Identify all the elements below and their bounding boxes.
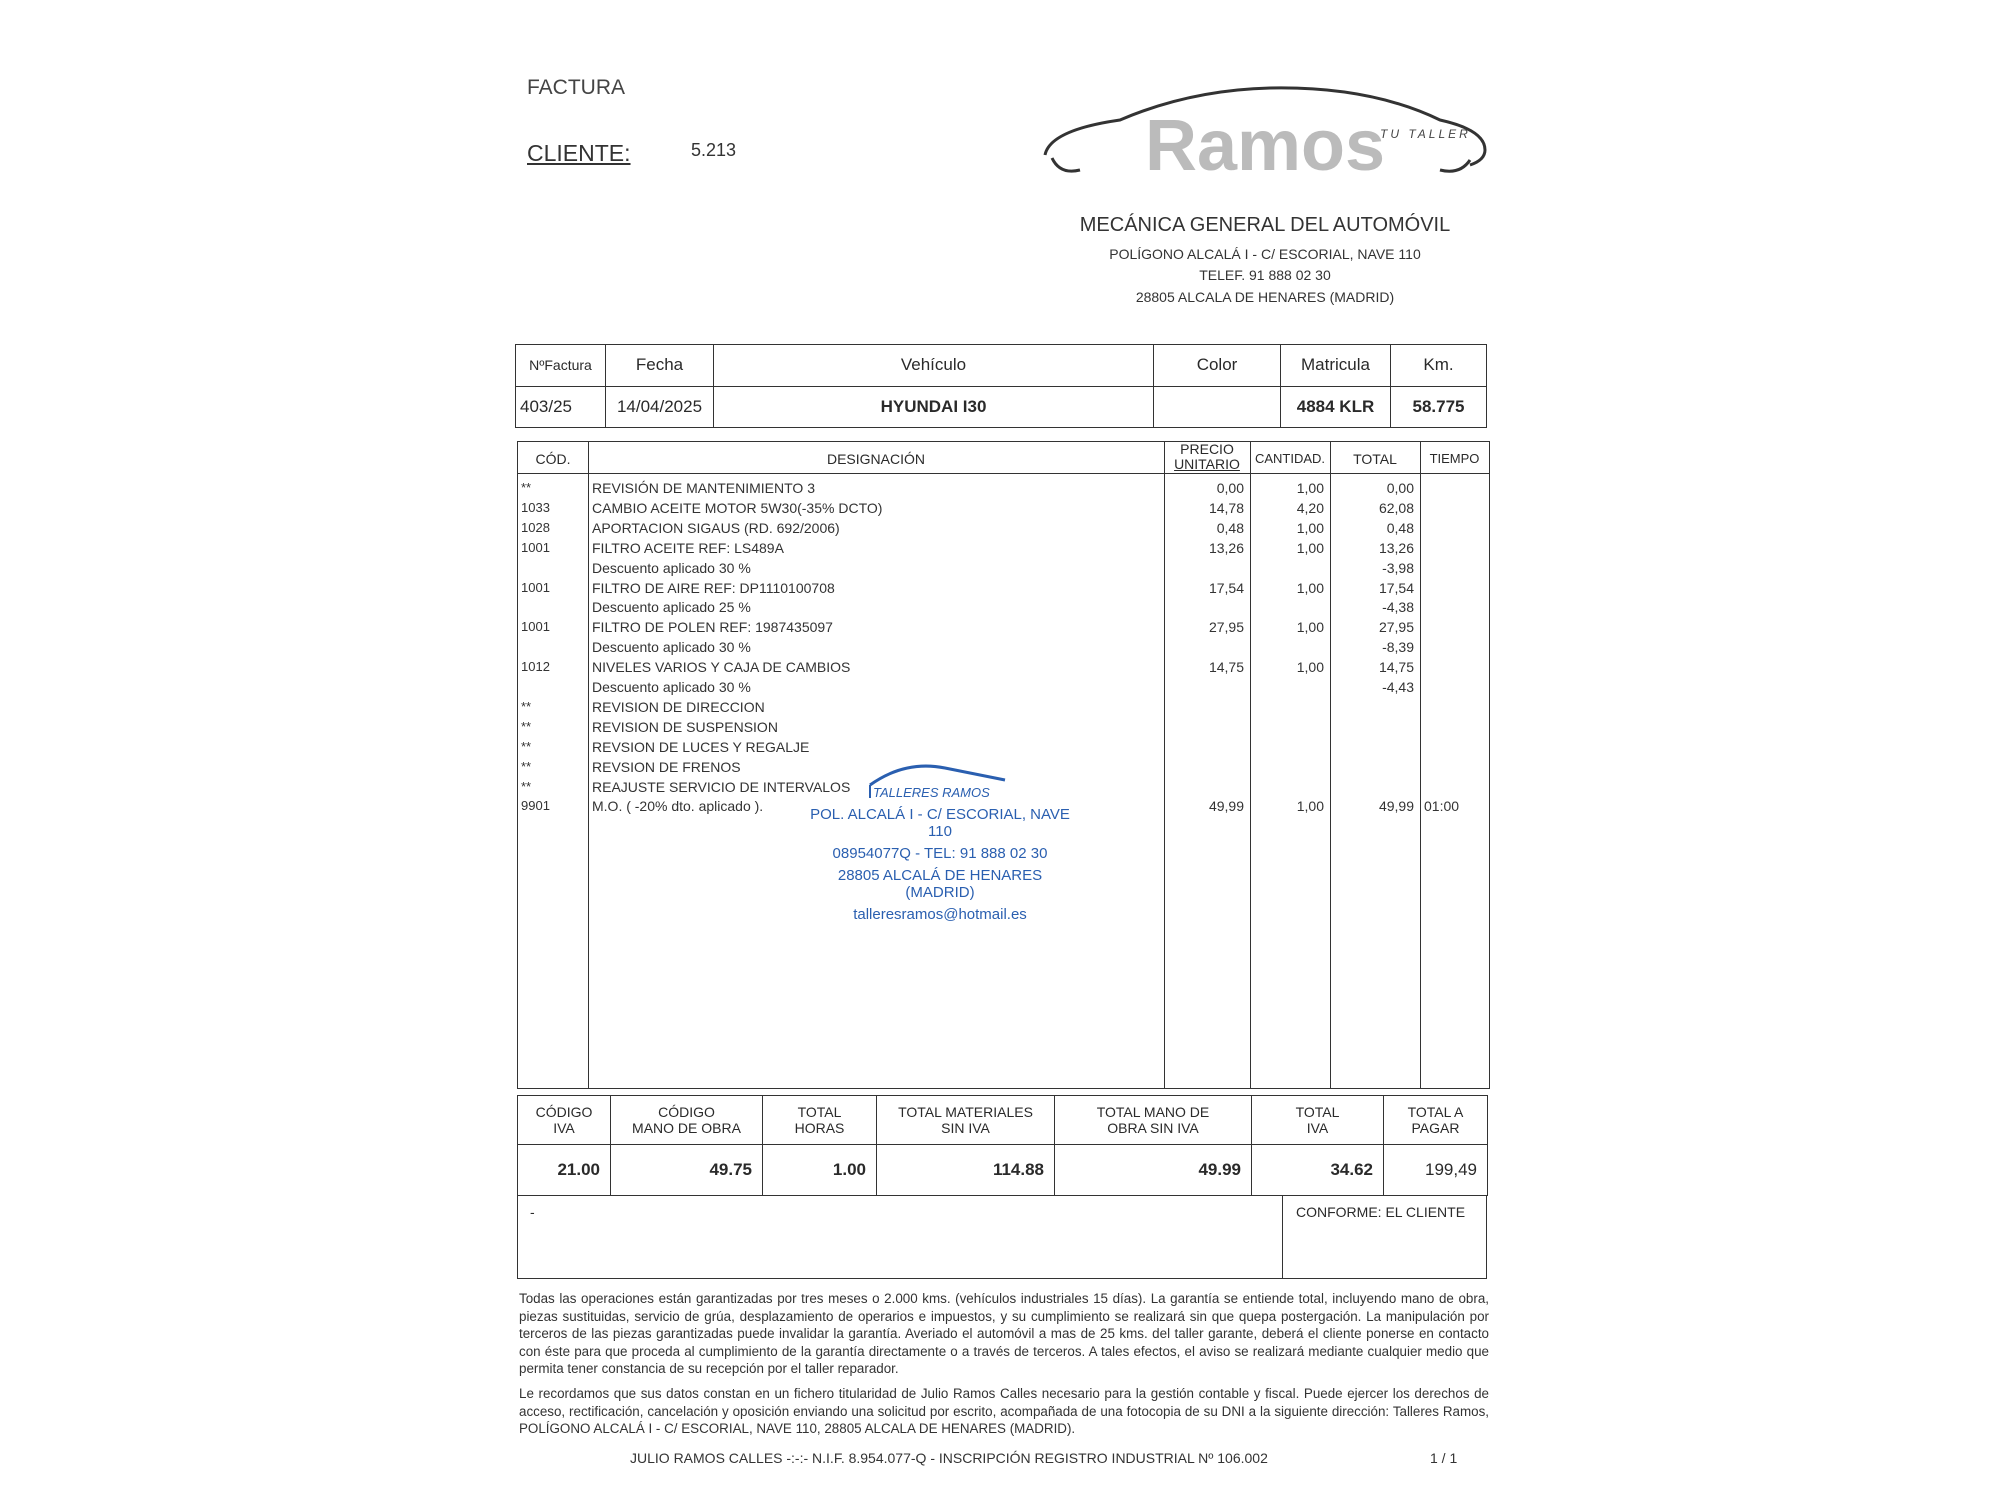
item-precio: 17,54 bbox=[1208, 579, 1244, 596]
page-number: 1 / 1 bbox=[1430, 1450, 1458, 1466]
item-total: 27,95 bbox=[1378, 619, 1414, 636]
company-city: 28805 ALCALA DE HENARES (MADRID) bbox=[1135, 289, 1395, 305]
item-precio: 14,78 bbox=[1208, 499, 1244, 516]
item-total: 0,48 bbox=[1386, 519, 1414, 536]
totals-label bbox=[611, 1096, 763, 1145]
totals-value: 199,49 bbox=[1384, 1145, 1488, 1196]
totals-label bbox=[518, 1096, 611, 1145]
totals-value: 1.00 bbox=[763, 1145, 877, 1196]
header-label: Fecha bbox=[606, 345, 714, 387]
item-desc: Descuento aplicado 30 % bbox=[592, 559, 751, 576]
item-total: -4,43 bbox=[1382, 679, 1414, 695]
item-desc: CAMBIO ACEITE MOTOR 5W30(-35% DCTO) bbox=[592, 499, 883, 516]
item-row bbox=[518, 480, 1489, 500]
totals-table bbox=[517, 1095, 1488, 1196]
item-row bbox=[518, 500, 1489, 520]
item-row bbox=[518, 599, 1489, 619]
stamp-line: 28805 ALCALÁ DE HENARES (MADRID) bbox=[837, 867, 1043, 901]
privacy-notice: Le recordamos que sus datos constan en un fichero titularidad de Julio Ramos Calles necesario para la gestión contable y fiscal. Puede ejercer los derechos de acceso, rectificación, cancelación y oposición enviando una solicitud por escrito, acompañada de una fotocopia de su DNI a la siguiente dirección: Talleres Ramos, POLÍGONO ALCALÁ I - C/ ESCORIAL, NAVE 110, 28805 ALCALA DE HENARES (MADRID). bbox=[519, 1386, 1489, 1436]
col-precio-line1: PRECIO bbox=[1180, 441, 1234, 457]
item-desc: FILTRO DE AIRE REF: DP1110100708 bbox=[592, 579, 835, 596]
license-plate: 4884 KLR bbox=[1281, 386, 1391, 428]
item-row bbox=[518, 619, 1489, 639]
totals-label bbox=[1384, 1096, 1488, 1145]
item-row bbox=[518, 560, 1489, 580]
item-cod: 1001 bbox=[521, 539, 550, 555]
item-row bbox=[518, 679, 1489, 699]
col-cod: CÓD. bbox=[535, 451, 571, 467]
item-desc: FILTRO ACEITE REF: LS489A bbox=[592, 539, 784, 556]
item-tiempo: 01:00 bbox=[1424, 798, 1460, 815]
company-address: POLÍGONO ALCALÁ I - C/ ESCORIAL, NAVE 110 bbox=[1109, 246, 1421, 262]
item-cod: ** bbox=[521, 758, 532, 774]
totals-value: 114.88 bbox=[877, 1145, 1055, 1196]
item-row bbox=[518, 580, 1489, 600]
item-total: -8,39 bbox=[1382, 639, 1414, 656]
item-desc: REVISION DE SUSPENSION bbox=[592, 718, 778, 735]
item-cant: 1,00 bbox=[1296, 519, 1324, 536]
col-designacion: DESIGNACIÓN bbox=[826, 451, 925, 467]
item-cod: ** bbox=[521, 778, 532, 794]
invoice-number: 403/25 bbox=[516, 386, 606, 428]
totals-label-line: TOTAL MATERIALES bbox=[898, 1104, 1033, 1120]
item-cod: 1012 bbox=[521, 659, 550, 675]
header-label: Color bbox=[1154, 345, 1281, 387]
totals-label-line: CÓDIGO bbox=[658, 1104, 715, 1120]
item-desc: Descuento aplicado 30 % bbox=[592, 679, 751, 695]
item-desc: REVISION DE DIRECCION bbox=[592, 698, 765, 715]
items-header bbox=[518, 442, 1489, 474]
document-title: FACTURA bbox=[527, 76, 626, 99]
item-cant: 1,00 bbox=[1296, 659, 1324, 676]
item-desc: Descuento aplicado 25 % bbox=[592, 599, 751, 616]
item-cod: ** bbox=[521, 718, 532, 734]
item-cod: 1033 bbox=[521, 499, 550, 515]
item-precio: 49,99 bbox=[1208, 798, 1244, 815]
item-cant: 1,00 bbox=[1296, 539, 1324, 556]
item-row bbox=[518, 659, 1489, 679]
item-total: 14,75 bbox=[1378, 659, 1414, 676]
client-label: CLIENTE: bbox=[527, 140, 631, 166]
col-cantidad: CANTIDAD. bbox=[1254, 451, 1326, 466]
client-number: 5.213 bbox=[691, 140, 737, 160]
header-label: Km. bbox=[1391, 345, 1487, 387]
stamp-car-icon bbox=[865, 760, 1015, 800]
item-desc: REVSION DE FRENOS bbox=[592, 758, 741, 775]
item-cod: 1001 bbox=[521, 579, 550, 595]
item-precio: 0,00 bbox=[1216, 480, 1244, 496]
svg-text:Ramos: Ramos bbox=[1144, 106, 1386, 186]
stamp-line: talleresramos@hotmail.es bbox=[853, 906, 1027, 923]
item-desc: NIVELES VARIOS Y CAJA DE CAMBIOS bbox=[592, 659, 851, 676]
notes-dash: - bbox=[530, 1204, 535, 1220]
totals-value: 49.99 bbox=[1055, 1145, 1252, 1196]
totals-label-line: CÓDIGO bbox=[535, 1104, 593, 1120]
item-total: 49,99 bbox=[1378, 798, 1414, 815]
item-desc: REAJUSTE SERVICIO DE INTERVALOS bbox=[592, 778, 851, 795]
item-desc: Descuento aplicado 30 % bbox=[592, 639, 751, 656]
item-cod: 9901 bbox=[521, 798, 550, 814]
item-row bbox=[518, 739, 1489, 759]
totals-label-line: OBRA SIN IVA bbox=[1107, 1120, 1199, 1136]
stamp-brand: TALLERES RAMOS bbox=[873, 785, 990, 800]
item-desc: FILTRO DE POLEN REF: 1987435097 bbox=[592, 619, 833, 636]
totals-label-line: SIN IVA bbox=[941, 1120, 990, 1136]
warranty-terms: Todas las operaciones están garantizadas por tres meses o 2.000 kms. (vehículos industriales 15 días). La garantía se entiende total, incluyendo mano de obra, piezas sustituidas, servicio de grúa, desplazamiento de operarios e impuestos, y su cumplimiento se realizará sin que quepa postergación. La manipulación por terceros de las piezas garantizadas puede invalidar la garantía. Averiado el automóvil a mas de 25 kms. del taller garante, deberá el cliente ponerse en contacto con éste para que proceda al cumplimiento de la garantía directamente o a través de terceros. A tales efectos, el aviso se realizará mediante cualquier medio que permita tener constancia de su recepción por el taller reparador. bbox=[519, 1291, 1489, 1376]
item-total: -3,98 bbox=[1382, 559, 1414, 576]
item-precio: 13,26 bbox=[1208, 539, 1244, 556]
item-precio: 14,75 bbox=[1208, 659, 1244, 676]
item-row bbox=[518, 520, 1489, 540]
notes-box bbox=[517, 1196, 1487, 1279]
vehicle: HYUNDAI I30 bbox=[714, 386, 1154, 428]
header-label: NºFactura bbox=[516, 345, 606, 387]
item-cod: ** bbox=[521, 738, 532, 754]
item-cant: 1,00 bbox=[1296, 619, 1324, 636]
item-total: 62,08 bbox=[1378, 499, 1414, 516]
item-desc: M.O. ( -20% dto. aplicado ). bbox=[592, 798, 764, 815]
totals-label bbox=[1055, 1096, 1252, 1145]
item-row bbox=[518, 719, 1489, 739]
company-title: MECÁNICA GENERAL DEL AUTOMÓVIL bbox=[1079, 214, 1451, 236]
totals-value: 49.75 bbox=[611, 1145, 763, 1196]
item-cod: ** bbox=[521, 480, 532, 495]
item-total: -4,38 bbox=[1382, 599, 1414, 616]
item-cod: 1001 bbox=[521, 619, 550, 635]
totals-label bbox=[877, 1096, 1055, 1145]
col-tiempo: TIEMPO bbox=[1429, 451, 1480, 466]
item-desc: REVSION DE LUCES Y REGALJE bbox=[592, 738, 810, 755]
invoice-date: 14/04/2025 bbox=[606, 386, 714, 428]
color bbox=[1154, 386, 1281, 428]
item-cant: 1,00 bbox=[1296, 579, 1324, 596]
client-signature-label: CONFORME: EL CLIENTE bbox=[1296, 1204, 1466, 1220]
totals-value: 34.62 bbox=[1252, 1145, 1384, 1196]
totals-label-line: MANO DE OBRA bbox=[632, 1120, 741, 1136]
col-precio-line2: UNITARIO bbox=[1174, 456, 1240, 472]
totals-label bbox=[1252, 1096, 1384, 1145]
item-row bbox=[518, 639, 1489, 659]
stamp-line: 08954077Q - TEL: 91 888 02 30 bbox=[832, 845, 1048, 862]
totals-label-line: TOTAL A bbox=[1407, 1104, 1464, 1120]
item-desc: REVISIÓN DE MANTENIMIENTO 3 bbox=[592, 480, 815, 496]
svg-text:TU TALLER: TU TALLER bbox=[1380, 127, 1471, 141]
company-logo bbox=[1040, 80, 1490, 195]
km: 58.775 bbox=[1391, 386, 1487, 428]
item-cant: 4,20 bbox=[1296, 499, 1324, 516]
header-label: Vehículo bbox=[714, 345, 1154, 387]
totals-label-line: HORAS bbox=[794, 1120, 845, 1136]
totals-label bbox=[763, 1096, 877, 1145]
item-desc: APORTACION SIGAUS (RD. 692/2006) bbox=[592, 519, 840, 536]
invoice-header-table bbox=[515, 344, 1487, 428]
footer-legal: JULIO RAMOS CALLES -:-:- N.I.F. 8.954.077-Q - INSCRIPCIÓN REGISTRO INDUSTRIAL Nº 106.002 bbox=[630, 1450, 1268, 1466]
totals-label-line: PAGAR bbox=[1411, 1120, 1460, 1136]
col-precio bbox=[1164, 442, 1250, 472]
item-total: 17,54 bbox=[1378, 579, 1414, 596]
item-cod: 1028 bbox=[521, 519, 550, 535]
item-precio: 27,95 bbox=[1208, 619, 1244, 636]
col-total: TOTAL bbox=[1353, 451, 1397, 467]
item-cod: ** bbox=[521, 698, 532, 714]
totals-value: 21.00 bbox=[518, 1145, 611, 1196]
item-row bbox=[518, 540, 1489, 560]
item-precio: 0,48 bbox=[1216, 519, 1244, 536]
header-label: Matricula bbox=[1281, 345, 1391, 387]
totals-label-line: IVA bbox=[1306, 1120, 1329, 1136]
item-total: 0,00 bbox=[1386, 480, 1414, 496]
item-total: 13,26 bbox=[1378, 539, 1414, 556]
company-stamp bbox=[805, 760, 1075, 923]
totals-label-line: TOTAL bbox=[1295, 1104, 1340, 1120]
stamp-line: POL. ALCALÁ I - C/ ESCORIAL, NAVE 110 bbox=[810, 806, 1070, 840]
totals-label-line: TOTAL bbox=[797, 1104, 842, 1120]
totals-label-line: IVA bbox=[553, 1120, 575, 1136]
item-cant: 1,00 bbox=[1296, 798, 1324, 815]
company-phone: TELEF. 91 888 02 30 bbox=[1199, 267, 1331, 283]
item-cant: 1,00 bbox=[1296, 480, 1324, 496]
totals-label-line: TOTAL MANO DE bbox=[1096, 1104, 1210, 1120]
item-row bbox=[518, 699, 1489, 719]
